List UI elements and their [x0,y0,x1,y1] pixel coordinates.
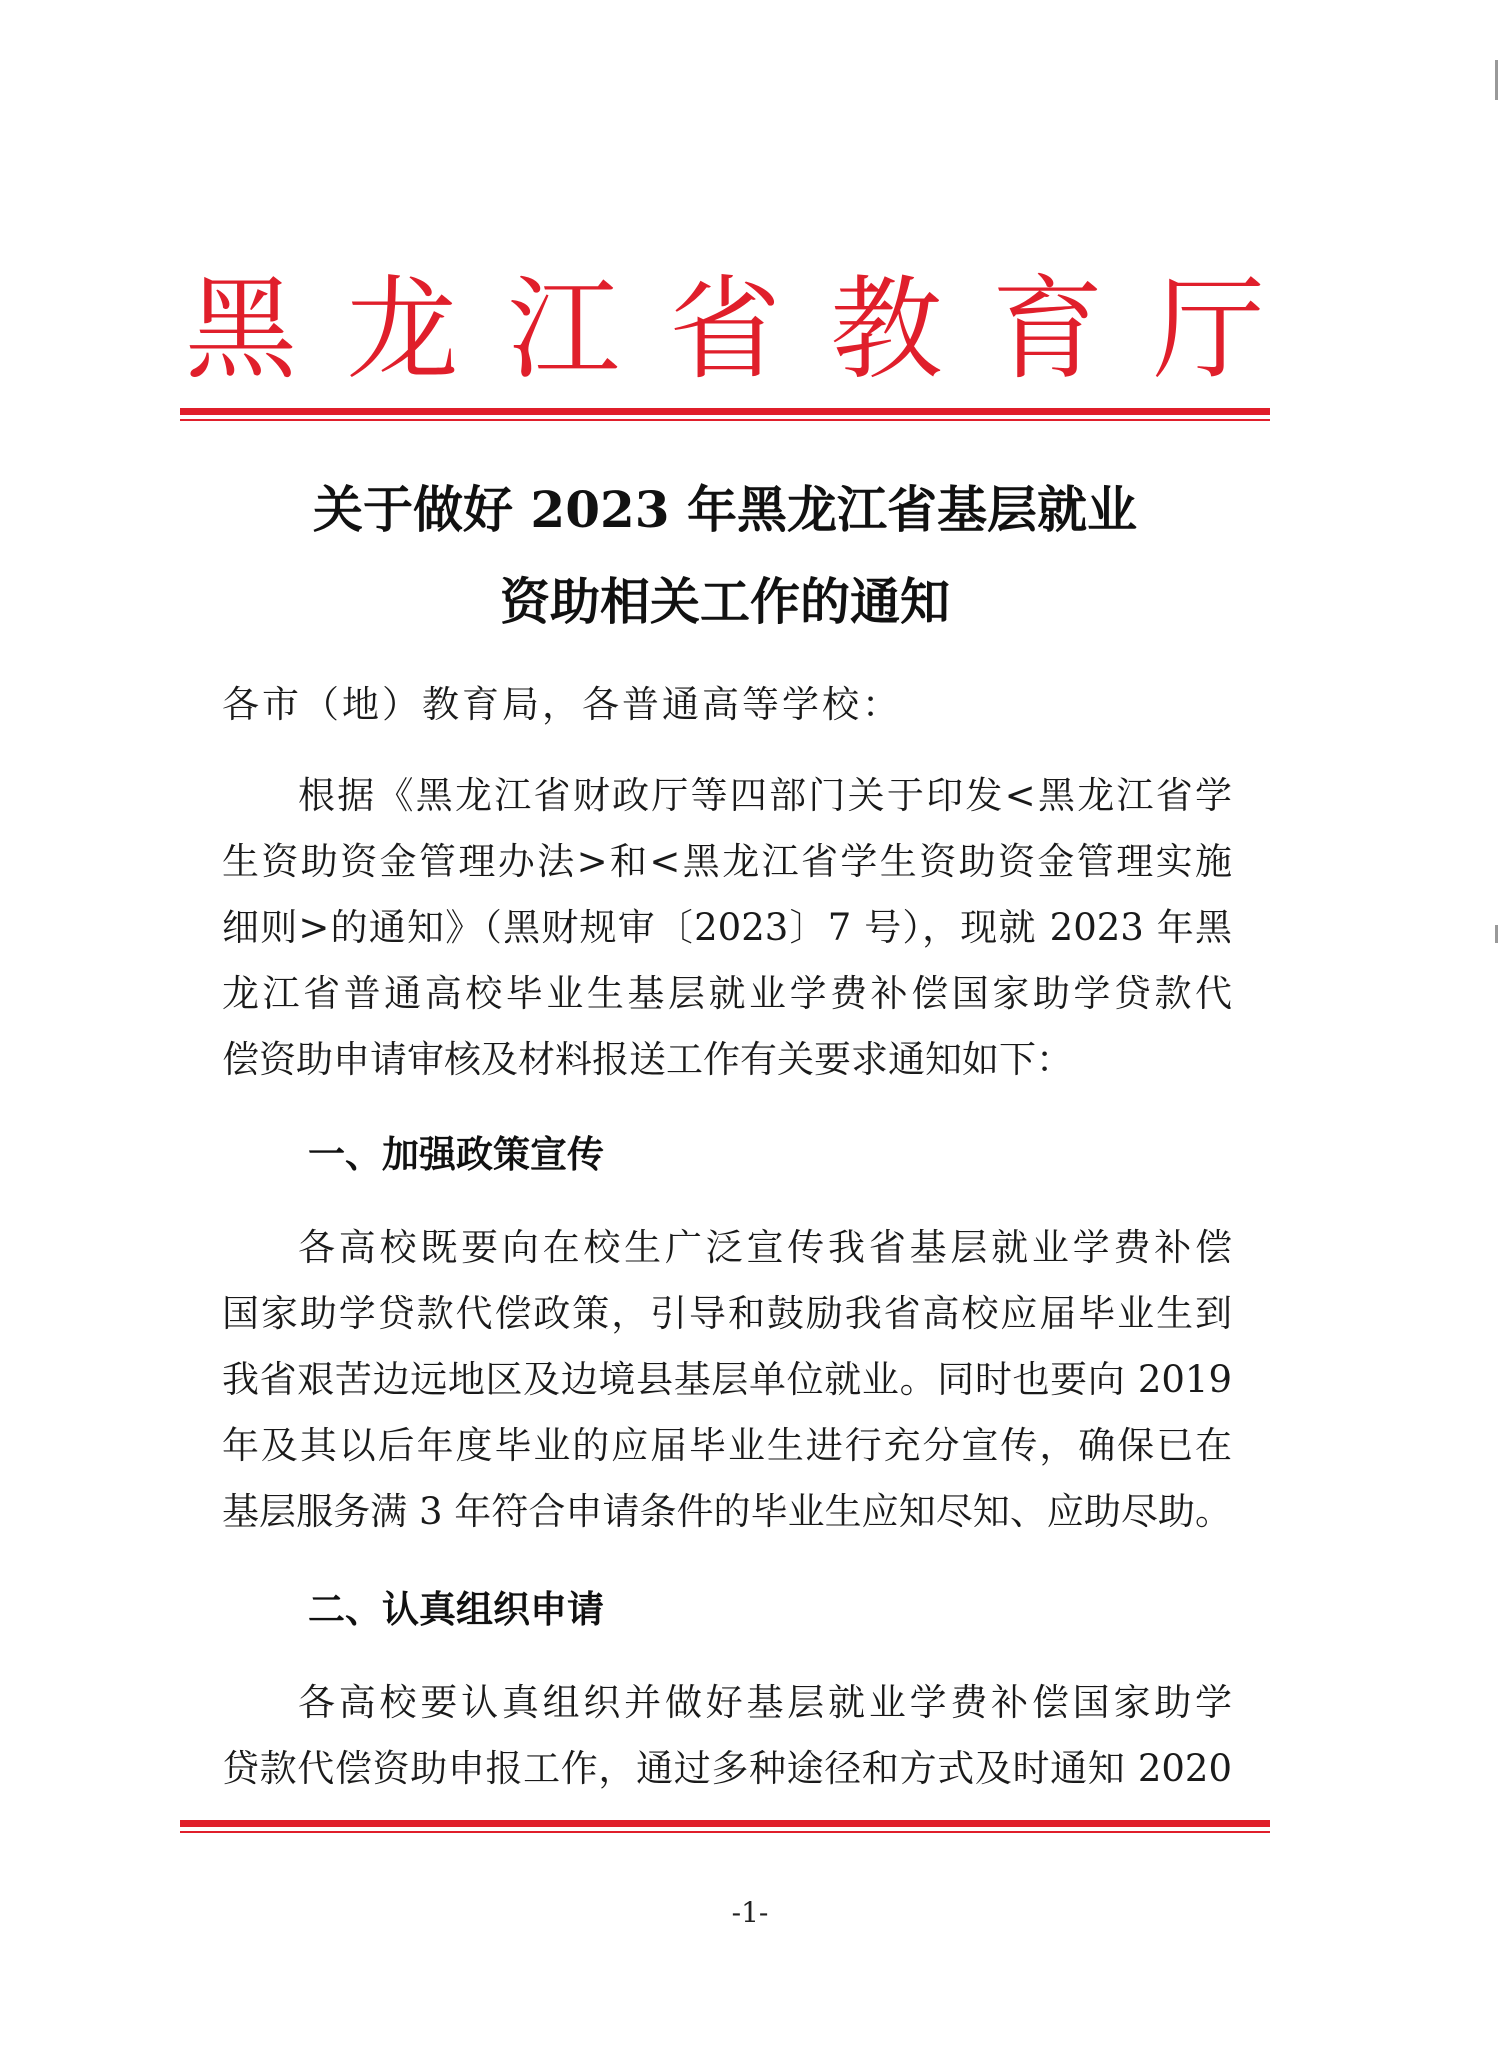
paragraph-line: 龙江省普通高校毕业生基层就业学费补偿国家助学贷款代 [222,972,1232,1015]
masthead-char: 厅 [1152,265,1265,395]
paragraph-intro [222,763,1232,1093]
masthead-org-name [185,265,1265,395]
paragraph-line: 各高校要认真组织并做好基层就业学费补偿国家助学 [298,1681,1232,1724]
paragraph-line: 年及其以后年度毕业的应届毕业生进行充分宣传，确保已在 [222,1424,1232,1467]
paragraph-section-2 [222,1670,1232,1802]
paragraph-line: 细则>的通知》（黑财规审〔2023〕7 号），现就 2023 年黑 [222,906,1232,949]
masthead-divider [180,408,1270,421]
masthead-char: 江 [507,265,620,395]
document-title-line-1: 关于做好 2023 年黑龙江省基层就业 [313,480,1137,539]
paragraph-line: 我省艰苦边远地区及边境县基层单位就业。同时也要向 2019 [222,1358,1232,1401]
paragraph-line: 根据《黑龙江省财政厅等四部门关于印发<黑龙江省学 [298,774,1232,817]
masthead-char: 龙 [346,265,459,395]
paragraph-line: 贷款代偿资助申报工作，通过多种途径和方式及时通知 2020 [222,1747,1232,1790]
section-heading-1: 一、加强政策宣传 [308,1133,604,1176]
scan-mark [1495,925,1498,943]
page-number: -1- [731,1896,769,1929]
paragraph-line: 偿资助申请审核及材料报送工作有关要求通知如下： [222,1038,1073,1081]
masthead-char: 育 [991,265,1104,395]
paragraph-line: 基层服务满 3 年符合申请条件的毕业生应知尽知、应助尽助。 [222,1490,1232,1533]
salutation: 各市（地）教育局，各普通高等学校： [222,683,902,726]
scan-mark [1495,60,1498,100]
masthead-char: 黑 [185,265,297,395]
footer-divider [180,1820,1270,1833]
paragraph-line: 各高校既要向在校生广泛宣传我省基层就业学费补偿 [298,1226,1232,1269]
paragraph-line: 国家助学贷款代偿政策，引导和鼓励我省高校应届毕业生到 [222,1292,1232,1335]
paragraph-section-1 [222,1215,1232,1545]
paragraph-line: 生资助资金管理办法>和<黑龙江省学生资助资金管理实施 [222,840,1232,883]
masthead-char: 教 [830,265,943,395]
document-title-line-2: 资助相关工作的通知 [500,572,950,631]
masthead-char: 省 [668,265,781,395]
section-heading-2: 二、认真组织申请 [308,1588,604,1631]
